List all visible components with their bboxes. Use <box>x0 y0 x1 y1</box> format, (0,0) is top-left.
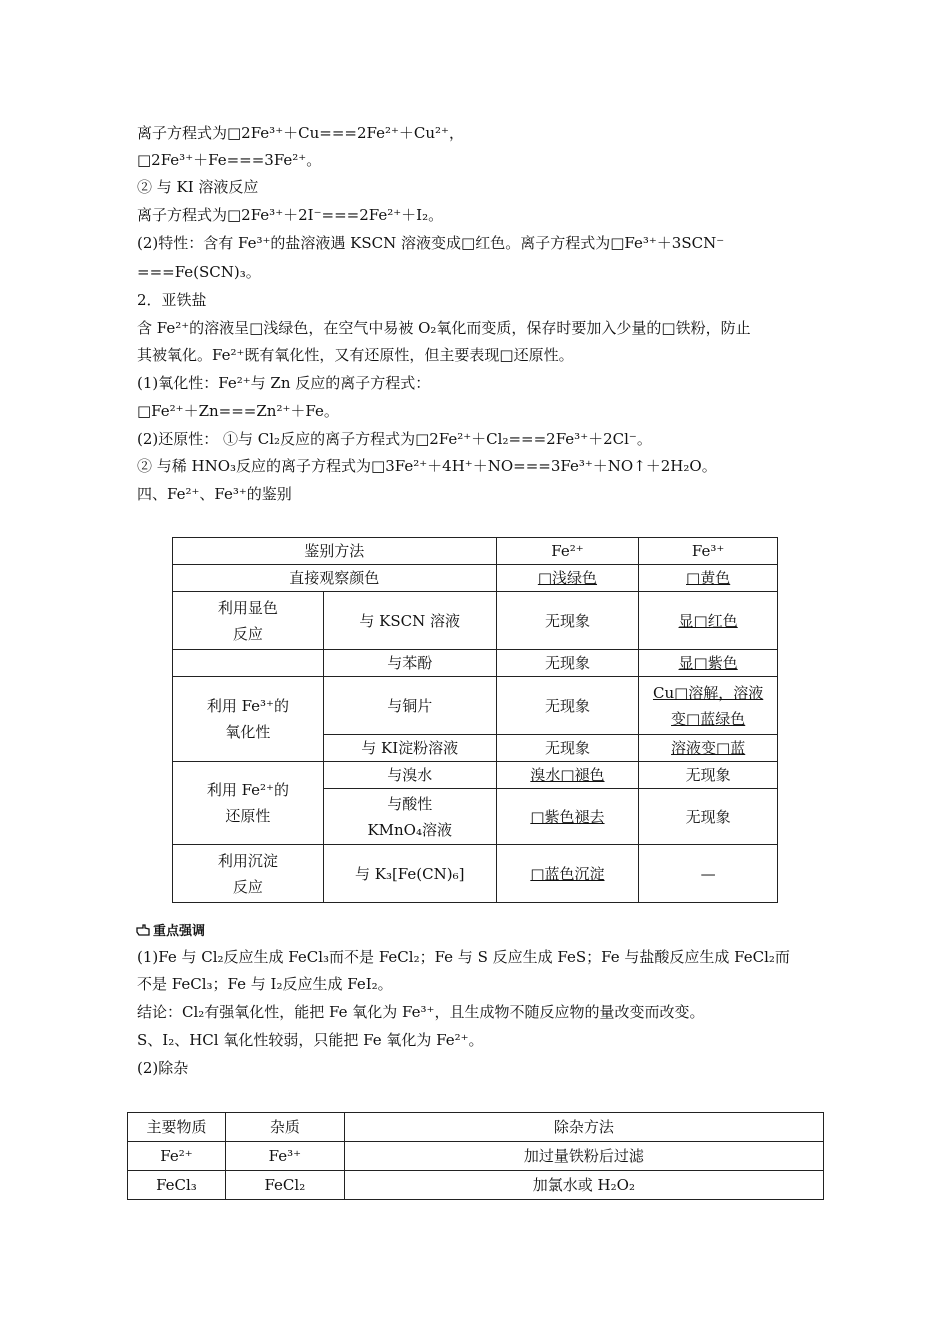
table-cell: FeCl₂ <box>225 1171 344 1200</box>
table-cell: 与 KI淀粉溶液 <box>323 735 496 762</box>
table-cell: □浅绿色 <box>496 565 639 592</box>
table-cell: 溶液变□蓝 <box>639 735 778 762</box>
paragraph: 其被氧化。Fe²⁺既有氧化性，又有还原性，但主要表现□还原性。 <box>137 346 574 364</box>
table-header-row <box>173 538 778 565</box>
paragraph: (2)特性：含有 Fe³⁺的盐溶液遇 KSCN 溶液变成□红色。离子方程式为□Fe³⁺＋3SCN⁻ <box>137 234 725 252</box>
table-cell: 显□红色 <box>639 592 778 650</box>
paragraph: ② 与 KI 溶液反应 <box>137 178 259 196</box>
paragraph: 离子方程式为□2Fe³⁺＋Cu===2Fe²⁺＋Cu²⁺， <box>137 124 464 142</box>
table-cell: 无现象 <box>639 762 778 789</box>
table-cell: 与溴水 <box>323 762 496 789</box>
table-cell: Fe³⁺ <box>639 538 778 565</box>
table-cell: 与铜片 <box>323 677 496 735</box>
table-cell: 无现象 <box>639 789 778 845</box>
table-cell: 利用沉淀反应 <box>173 845 324 903</box>
section-heading: 2．亚铁盐 <box>137 291 207 309</box>
table-header-row <box>128 1113 824 1142</box>
table-row <box>173 565 778 592</box>
table-cell: 杂质 <box>225 1113 344 1142</box>
table-cell: 显□紫色 <box>639 650 778 677</box>
note-paragraph: 结论：Cl₂有强氧化性，能把 Fe 氧化为 Fe³⁺，且生成物不随反应物的量改变而改变。 <box>137 1003 705 1021</box>
note-paragraph: 不是 FeCl₃；Fe 与 I₂反应生成 FeI₂。 <box>137 975 393 993</box>
table-cell: 加氯水或 H₂O₂ <box>344 1171 823 1200</box>
table-cell: 利用 Fe²⁺的还原性 <box>173 762 324 845</box>
table-cell: 加过量铁粉后过滤 <box>344 1142 823 1171</box>
paragraph: (1)氧化性：Fe²⁺与 Zn 反应的离子方程式： <box>137 374 431 392</box>
paragraph: □Fe²⁺＋Zn===Zn²⁺＋Fe。 <box>137 402 339 420</box>
hand-pointer-icon <box>136 924 150 936</box>
table-cell: □紫色褪去 <box>496 789 639 845</box>
table-row <box>173 592 778 650</box>
table-cell: 无现象 <box>496 592 639 650</box>
paragraph: ② 与稀 HNO₃反应的离子方程式为□3Fe²⁺＋4H⁺＋NO===3Fe³⁺＋NO↑＋2H₂O。 <box>137 457 717 475</box>
paragraph: 离子方程式为□2Fe³⁺＋2I⁻===2Fe²⁺＋I₂。 <box>137 206 444 224</box>
table-cell: □黄色 <box>639 565 778 592</box>
table-cell: 无现象 <box>496 735 639 762</box>
table-cell: 与 KSCN 溶液 <box>323 592 496 650</box>
table-row <box>173 845 778 903</box>
table-cell: Fe³⁺ <box>225 1142 344 1171</box>
table-cell: 主要物质 <box>128 1113 226 1142</box>
table-cell: □蓝色沉淀 <box>496 845 639 903</box>
paragraph: □2Fe³⁺＋Fe===3Fe²⁺。 <box>137 151 322 169</box>
paragraph: 含 Fe²⁺的溶液呈□浅绿色，在空气中易被 O₂氧化而变质，保存时要加入少量的□铁粉，防止 <box>137 319 751 337</box>
table-row <box>173 650 778 677</box>
table-cell: FeCl₃ <box>128 1171 226 1200</box>
table-cell: 无现象 <box>496 650 639 677</box>
table-cell: 除杂方法 <box>344 1113 823 1142</box>
table-cell: 与 K₃[Fe(CN)₆] <box>323 845 496 903</box>
section-heading: 四、Fe²⁺、Fe³⁺的鉴别 <box>137 485 292 503</box>
table-cell: 直接观察颜色 <box>173 565 497 592</box>
identification-table <box>172 537 778 903</box>
table-cell: 无现象 <box>496 677 639 735</box>
table-cell: 与苯酚 <box>323 650 496 677</box>
note-paragraph: (1)Fe 与 Cl₂反应生成 FeCl₃而不是 FeCl₂；Fe 与 S 反应生成 FeS；Fe 与盐酸反应生成 FeCl₂而 <box>137 948 790 966</box>
table-cell <box>173 650 324 677</box>
paragraph: (2)还原性： ①与 Cl₂反应的离子方程式为□2Fe²⁺＋Cl₂===2Fe³⁺＋2Cl⁻。 <box>137 430 652 448</box>
table-cell: Fe²⁺ <box>496 538 639 565</box>
table-row <box>173 762 778 789</box>
table-cell: 利用显色反应 <box>173 592 324 650</box>
table-cell: 利用 Fe³⁺的氧化性 <box>173 677 324 762</box>
table-cell: — <box>639 845 778 903</box>
table-cell: 鉴别方法 <box>173 538 497 565</box>
impurity-removal-table <box>127 1112 824 1200</box>
table-cell: 溴水□褪色 <box>496 762 639 789</box>
table-row <box>173 677 778 735</box>
note-paragraph: (2)除杂 <box>137 1059 189 1077</box>
table-cell: 与酸性 KMnO₄溶液 <box>323 789 496 845</box>
table-cell: Fe²⁺ <box>128 1142 226 1171</box>
emphasis-title: 重点强调 <box>153 924 206 939</box>
table-row <box>128 1171 824 1200</box>
emphasis-heading <box>136 920 205 939</box>
note-paragraph: S、I₂、HCl 氧化性较弱，只能把 Fe 氧化为 Fe²⁺。 <box>137 1031 484 1049</box>
paragraph: ===Fe(SCN)₃。 <box>137 263 261 281</box>
table-row <box>128 1142 824 1171</box>
table-cell: Cu□溶解，溶液变□蓝绿色 <box>639 677 778 735</box>
